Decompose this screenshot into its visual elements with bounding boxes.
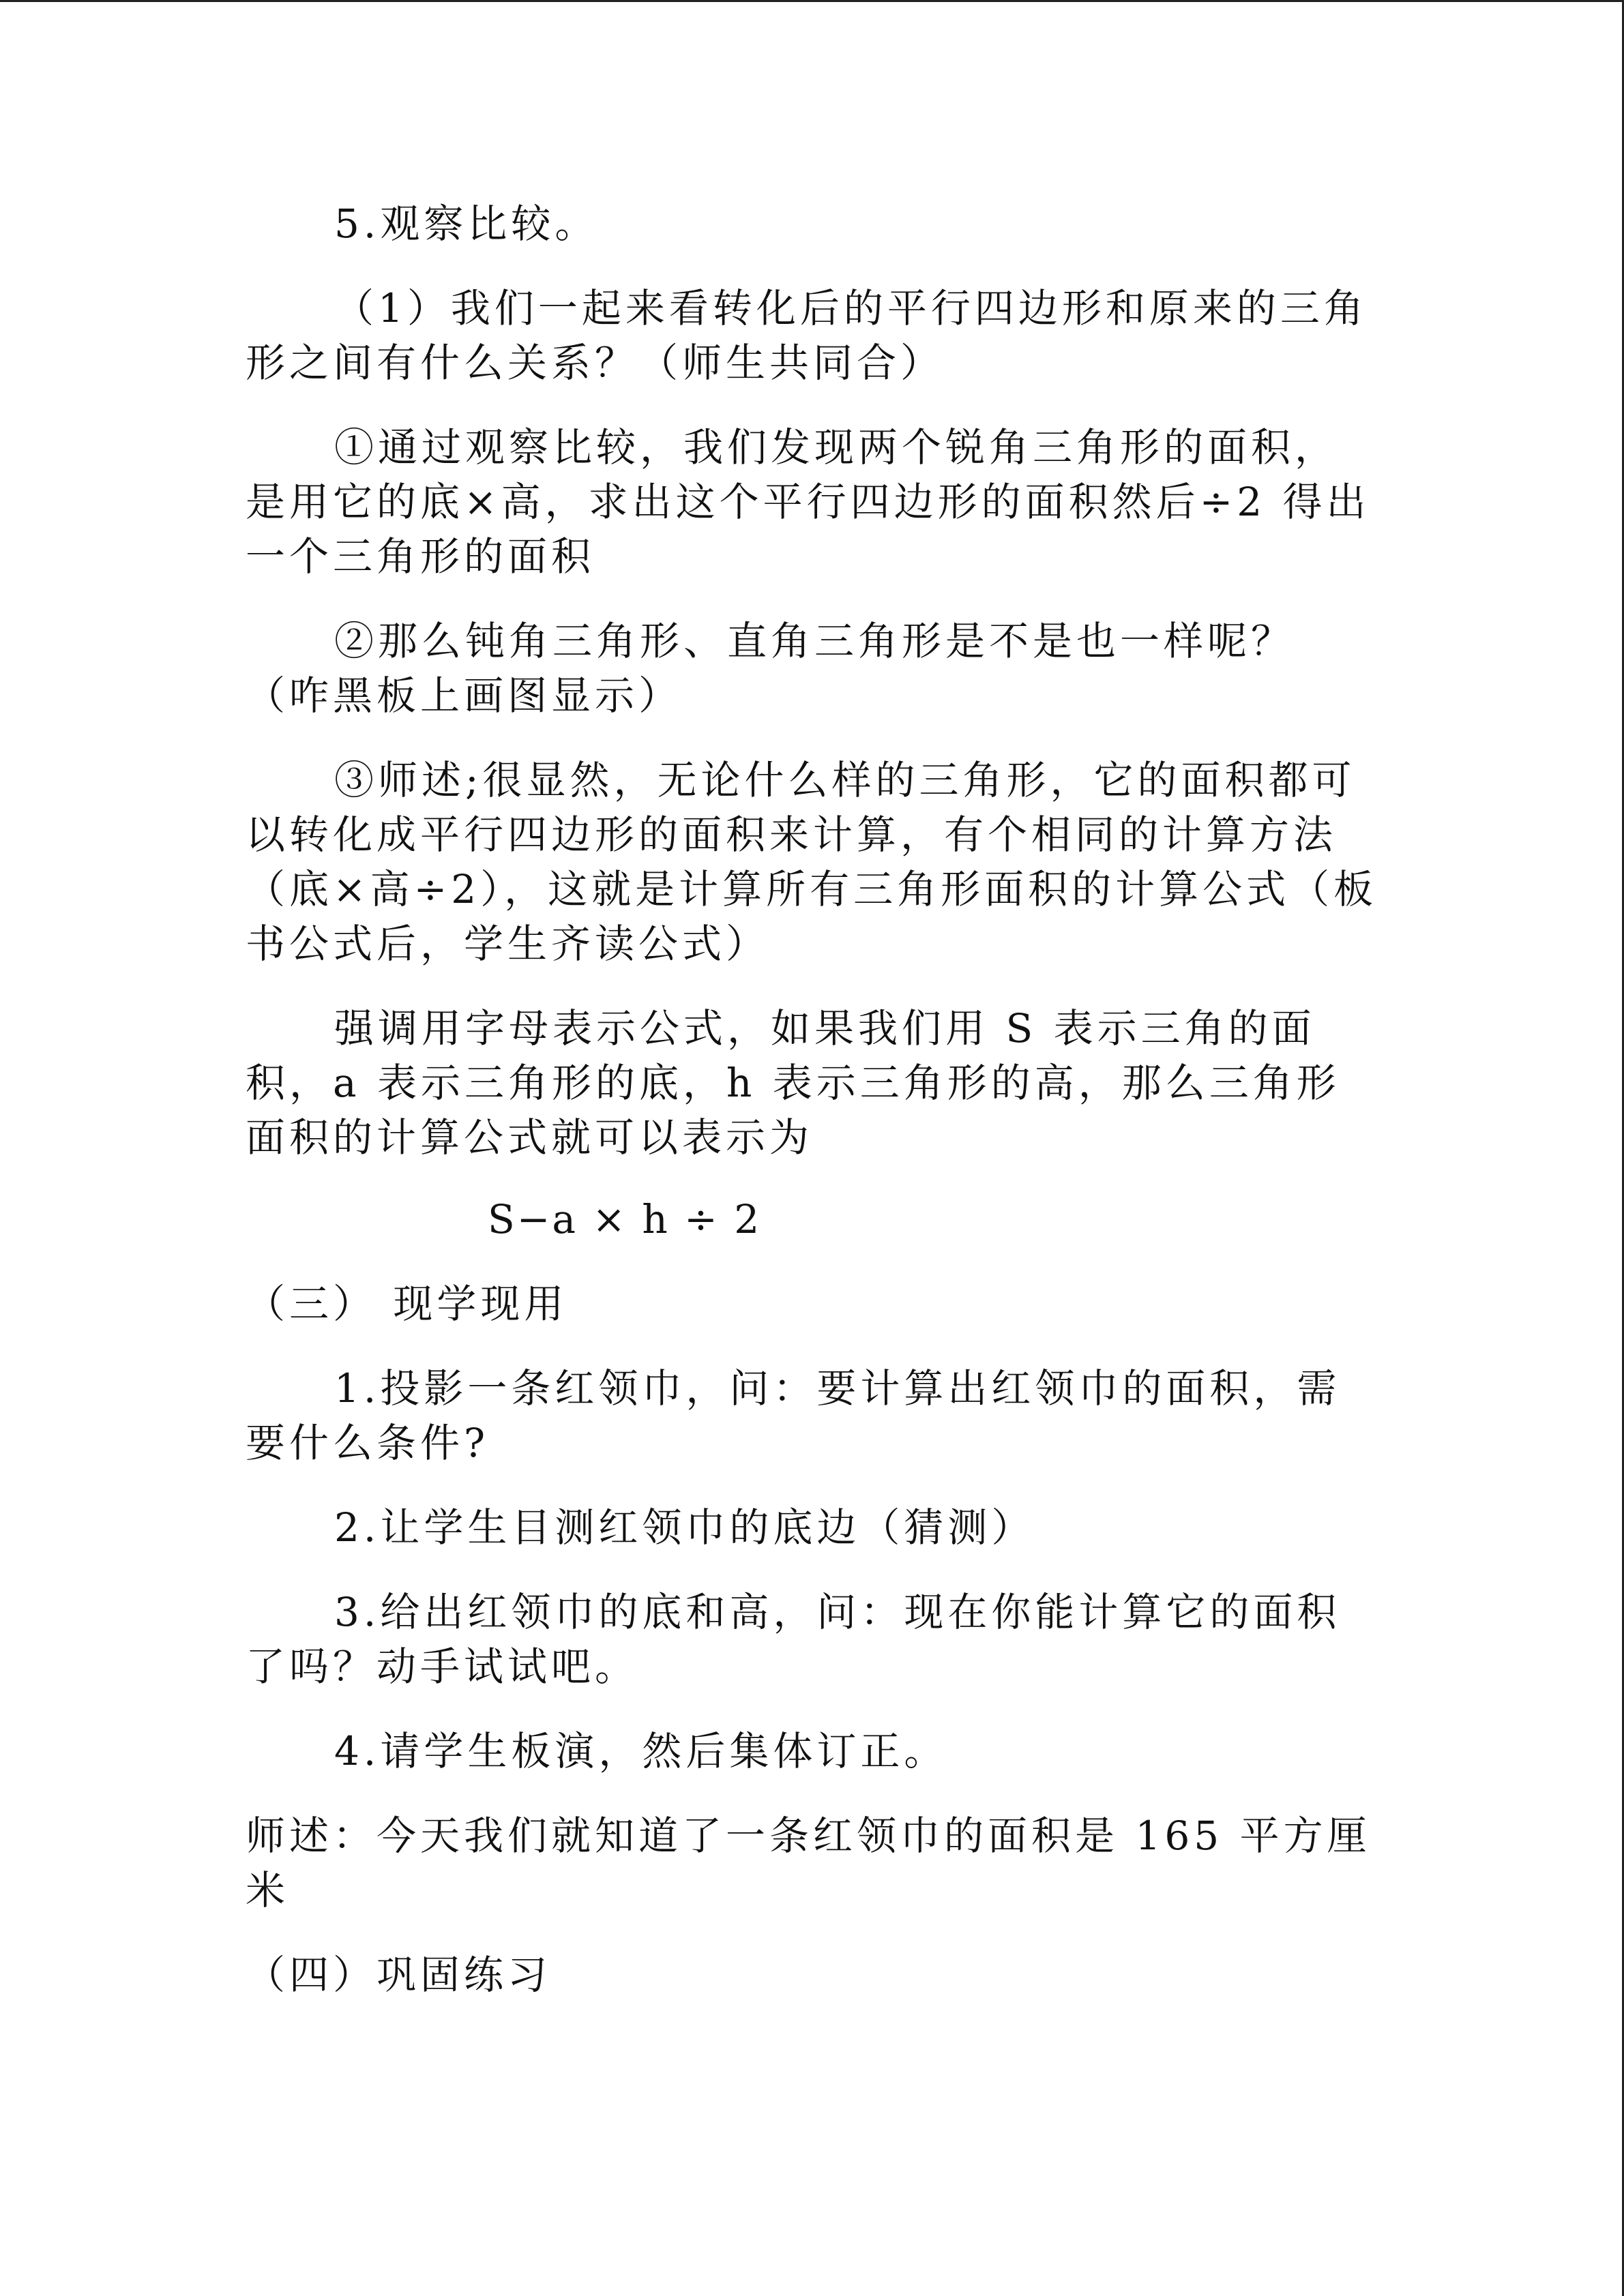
paragraph-question-1: （1）我们一起来看转化后的平行四边形和原来的三角形之间有什么关系？（师生共同合） xyxy=(246,285,1368,386)
paragraph-step-3: 3.给出红领巾的底和高，问：现在你能计算它的面积了吗？动手试试吧。 xyxy=(246,1589,1341,1690)
paragraph-teacher-summary: 师述：今天我们就知道了一条红领巾的面积是 165 平方厘米 xyxy=(246,1813,1371,1913)
section-heading-4: （四）巩固练习 xyxy=(246,1952,552,1998)
paragraph-step-2: 2.让学生目测红领巾的底边（猜测） xyxy=(334,1504,1035,1551)
document-body xyxy=(246,196,1378,2002)
paragraph-point-1: ①通过观察比较，我们发现两个锐角三角形的面积，是用它的底×高，求出这个平行四边形的面积然后÷2 得出一个三角形的面积 xyxy=(246,424,1370,580)
paragraph-observe-compare: 5.观察比较。 xyxy=(334,200,599,247)
paragraph-point-2: ②那么钝角三角形、直角三角形是不是也一样呢？（咋黑板上画图显示） xyxy=(246,618,1295,719)
paragraph-step-4: 4.请学生板演，然后集体订正。 xyxy=(334,1728,948,1774)
paragraph-formula-intro: 强调用字母表示公式，如果我们用 S 表示三角的面积，a 表示三角形的底，h 表示三角形的高，那么三角形面积的计算公式就可以表示为 xyxy=(246,1005,1340,1161)
paragraph-step-1: 1.投影一条红领巾，问：要计算出红领巾的面积，需要什么条件? xyxy=(246,1365,1341,1466)
section-heading-3: （三） 现学现用 xyxy=(246,1281,568,1327)
paragraph-point-3: ③师述;很显然，无论什么样的三角形，它的面积都可以转化成平行四边形的面积来计算，有个相同的计算方法（底×高÷2），这就是计算所有三角形面积的计算公式（板书公式后，学生齐读公式） xyxy=(246,757,1378,967)
area-formula: S−a × h ÷ 2 xyxy=(488,1196,762,1242)
